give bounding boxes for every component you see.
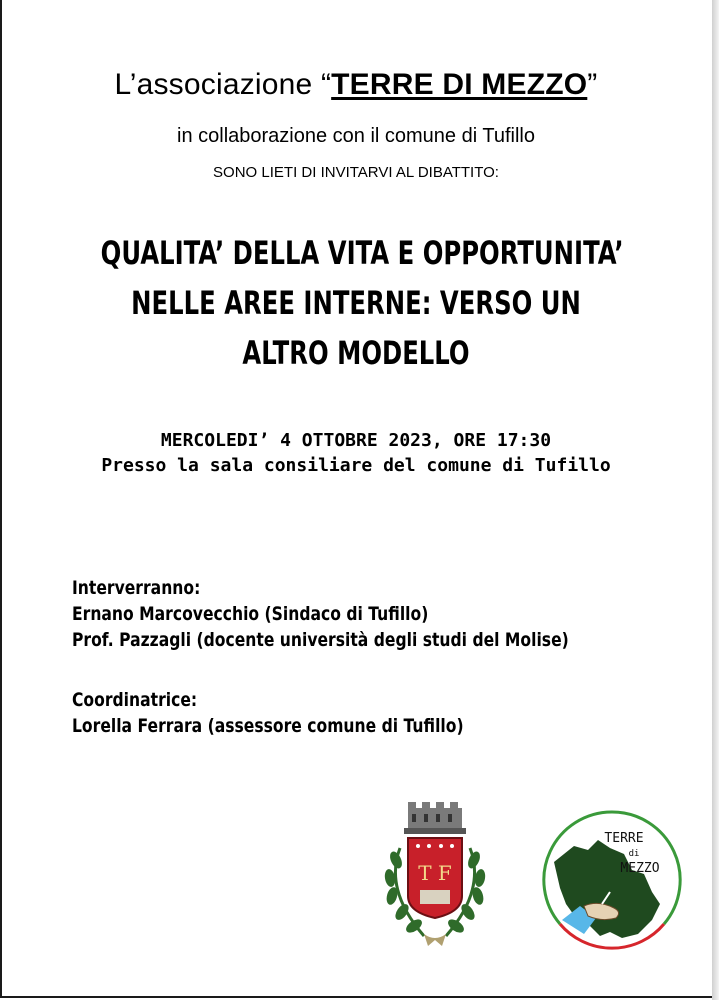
- municipal-crest-icon: [378, 800, 492, 950]
- title-line: QUALITA’ DELLA VITA E OPPORTUNITA’: [100, 234, 624, 272]
- headline-prefix: L’associazione “: [114, 68, 332, 101]
- event-details: [0, 428, 712, 478]
- title-line: ALTRO MODELLO: [242, 334, 470, 372]
- speaker-item: Prof. Pazzagli (docente università degli studi del Molise): [72, 629, 569, 651]
- crest-letters: T F: [418, 861, 452, 885]
- association-name: TERRE DI MEZZO: [331, 68, 588, 101]
- coordinator-heading: Coordinatrice:: [72, 689, 198, 711]
- logo-text-mezzo: MEZZO: [620, 861, 660, 876]
- invitation-line: SONO LIETI DI INVITARVI AL DIBATTITO:: [213, 164, 499, 181]
- logo-text-terre: TERRE: [604, 831, 644, 846]
- title-line: NELLE AREE INTERNE: VERSO UN: [131, 284, 581, 322]
- event-datetime: MERCOLEDI’ 4 OTTOBRE 2023, ORE 17:30: [160, 430, 552, 451]
- speakers-heading: Interverranno:: [72, 577, 201, 599]
- page-edge-shadow: [712, 0, 719, 1000]
- coordinator-name: Lorella Ferrara (assessore comune di Tufillo): [72, 715, 464, 737]
- logo-text-di: di: [628, 849, 640, 859]
- association-logo-icon: [540, 808, 684, 952]
- headline-suffix: ”: [587, 68, 598, 101]
- debate-title: [100, 228, 624, 378]
- event-venue: Presso la sala consiliare del comune di Tufillo: [101, 455, 611, 476]
- association-headline: [0, 68, 712, 102]
- collaboration-line: in collaborazione con il comune di Tufillo: [177, 125, 535, 147]
- speaker-item: Ernano Marcovecchio (Sindaco di Tufillo): [72, 603, 429, 625]
- speakers-section: [72, 575, 569, 739]
